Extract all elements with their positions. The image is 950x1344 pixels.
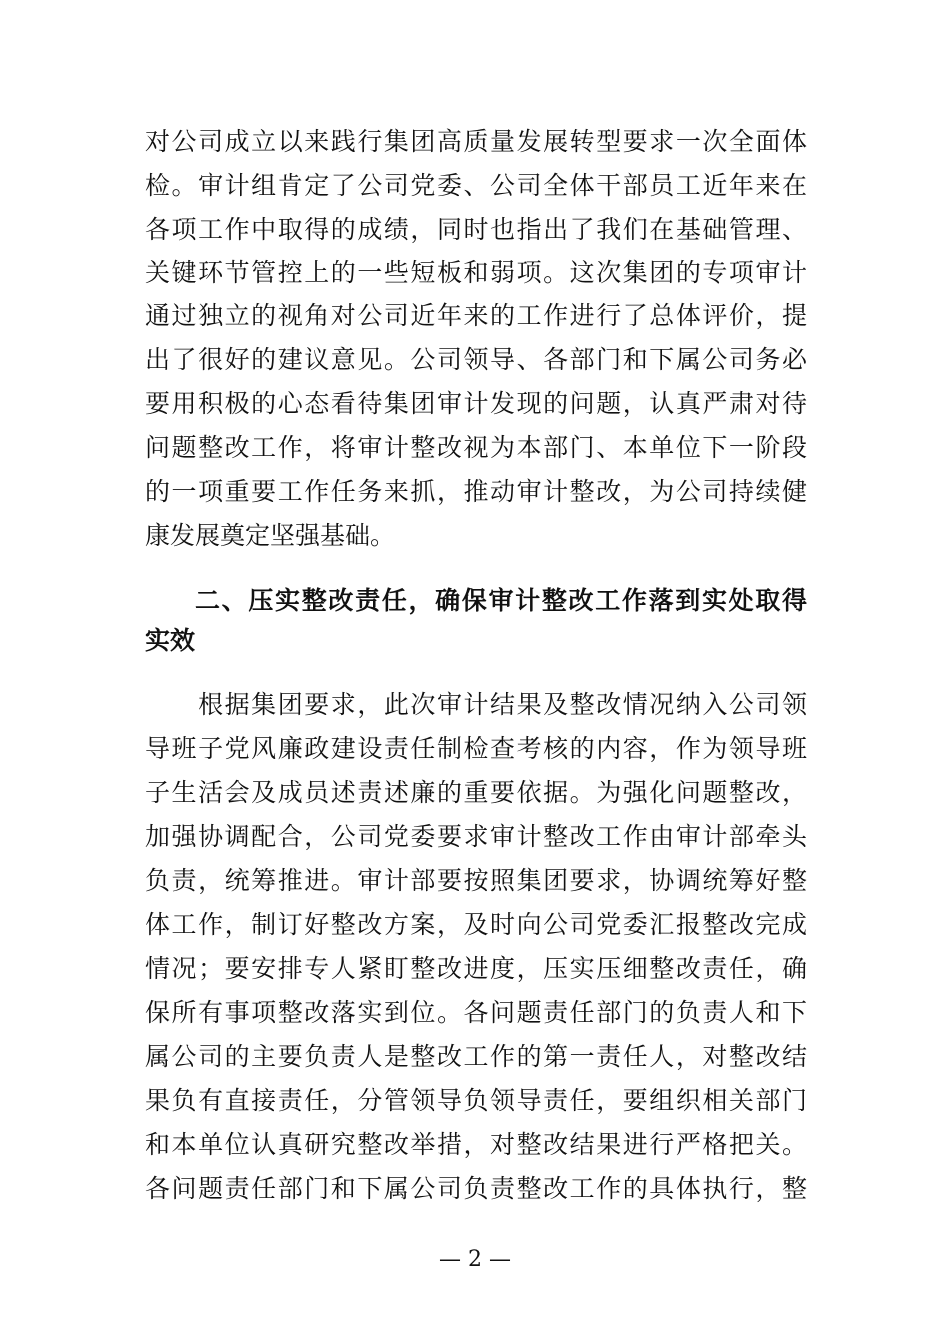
paragraph1-line: 对公司成立以来践行集团高质量发展转型要求一次全面体 (145, 127, 807, 156)
paragraph1-line: 出了很好的建议意见。公司领导、各部门和下属公司务必 (145, 345, 807, 374)
paragraph2-line: 加强协调配合，公司党委要求审计整改工作由审计部牵头 (145, 822, 807, 851)
paragraph2-line: 各问题责任部门和下属公司负责整改工作的具体执行，整 (145, 1174, 807, 1203)
paragraph1-line: 康发展奠定坚强基础。 (145, 521, 396, 550)
paragraph2-line: 体工作，制订好整改方案，及时向公司党委汇报整改完成 (145, 910, 807, 939)
paragraph1-line: 的一项重要工作任务来抓，推动审计整改，为公司持续健 (145, 477, 807, 506)
section-heading-line1: 二、压实整改责任，确保审计整改工作落到实处取得 (195, 586, 807, 615)
paragraph2-line: 导班子党风廉政建设责任制检查考核的内容，作为领导班 (145, 734, 807, 763)
paragraph2-line: 根据集团要求，此次审计结果及整改情况纳入公司领 (145, 690, 807, 719)
paragraph1-line: 关键环节管控上的一些短板和弱项。这次集团的专项审计 (145, 258, 807, 287)
paragraph2-line: 子生活会及成员述责述廉的重要依据。为强化问题整改， (145, 778, 807, 807)
paragraph2-line: 属公司的主要负责人是整改工作的第一责任人，对整改结 (145, 1042, 807, 1071)
paragraph1-line: 问题整改工作，将审计整改视为本部门、本单位下一阶段 (145, 433, 807, 462)
paragraph2-line: 和本单位认真研究整改举措，对整改结果进行严格把关。 (145, 1130, 807, 1159)
paragraph2-line: 保所有事项整改落实到位。各问题责任部门的负责人和下 (145, 998, 807, 1027)
paragraph1-line: 要用积极的心态看待集团审计发现的问题，认真严肃对待 (145, 389, 807, 418)
page-number: — 2 — (439, 1247, 511, 1272)
paragraph2-line: 果负有直接责任，分管领导负领导责任，要组织相关部门 (145, 1086, 807, 1115)
paragraph2-line: 负责，统筹推进。审计部要按照集团要求，协调统筹好整 (145, 866, 807, 895)
paragraph1-line: 检。审计组肯定了公司党委、公司全体干部员工近年来在 (145, 171, 807, 200)
paragraph1-line: 各项工作中取得的成绩，同时也指出了我们在基础管理、 (145, 215, 807, 244)
section-heading (145, 581, 807, 661)
paragraph1-line: 通过独立的视角对公司近年来的工作进行了总体评价，提 (145, 301, 807, 330)
paragraph2-line: 情况；要安排专人紧盯整改进度，压实压细整改责任，确 (145, 954, 807, 983)
section-heading-line2: 实效 (145, 626, 196, 655)
